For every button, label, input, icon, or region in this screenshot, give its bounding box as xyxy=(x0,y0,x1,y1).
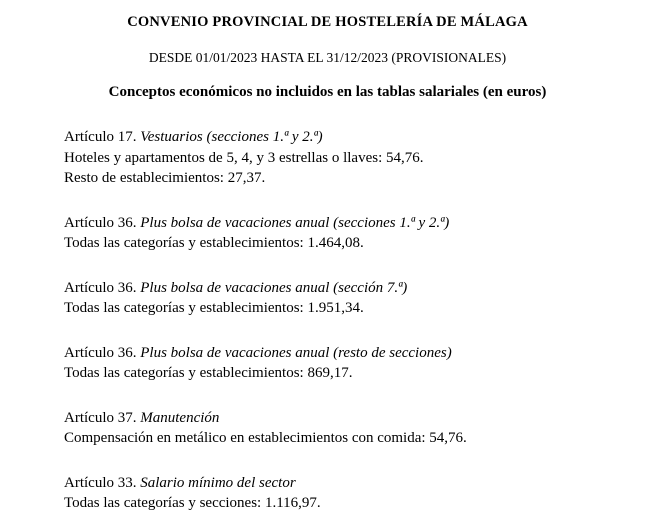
entry-detail: Hoteles y apartamentos de 5, 4, y 3 estrellas o llaves: 54,76. xyxy=(64,149,424,166)
entry-article-number: Artículo 36. xyxy=(64,344,137,361)
entry-article-36-sections-1-2 xyxy=(64,213,625,254)
entry-detail: Todas las categorías y establecimientos: 1.951,34. xyxy=(64,300,364,316)
entry-title-line xyxy=(64,213,625,234)
entry-subject: Vestuarios (secciones 1.ª y 2.ª) xyxy=(140,129,323,145)
entry-detail: Todas las categorías y secciones: 1.116,97. xyxy=(64,495,321,511)
entry-title-line xyxy=(64,343,625,364)
entry-article-36-section-7 xyxy=(64,278,625,319)
entry-subject: Plus bolsa de vacaciones anual (secciones 1.ª y 2.ª) xyxy=(140,214,450,231)
document-title: CONVENIO PROVINCIAL DE HOSTELERÍA DE MÁLAGA xyxy=(127,14,528,30)
entry-article-number: Artículo 37. xyxy=(64,409,137,426)
entry-article-36-resto-secciones xyxy=(64,343,625,384)
entry-article-33 xyxy=(64,473,625,514)
entry-title-line xyxy=(64,278,625,299)
entry-article-number: Artículo 36. xyxy=(64,279,137,296)
entry-article-number: Artículo 36. xyxy=(64,214,137,231)
entry-article-17 xyxy=(64,127,625,189)
document-section-heading: Conceptos económicos no incluidos en las tablas salariales (en euros) xyxy=(108,84,547,100)
entry-detail: Compensación en metálico en establecimientos con comida: 54,76. xyxy=(64,430,467,446)
entry-subject: Manutención xyxy=(140,409,220,426)
document-body xyxy=(64,127,625,514)
entry-subject: Plus bolsa de vacaciones anual (resto de secciones) xyxy=(140,344,452,361)
entry-article-number: Artículo 33. xyxy=(64,474,137,491)
entry-subject: Salario mínimo del sector xyxy=(140,474,296,491)
entry-subject: Plus bolsa de vacaciones anual (sección 7.ª) xyxy=(140,279,408,296)
entry-detail: Resto de establecimientos: 27,37. xyxy=(64,170,266,186)
entry-detail: Todas las categorías y establecimientos: 1.464,08. xyxy=(64,235,364,251)
entry-detail: Todas las categorías y establecimientos: 869,17. xyxy=(64,365,353,381)
entry-title-line xyxy=(64,127,625,148)
entry-title-line xyxy=(64,408,625,429)
document-validity-period: DESDE 01/01/2023 HASTA EL 31/12/2023 (PROVISIONALES) xyxy=(148,50,507,65)
entry-article-number: Artículo 17. xyxy=(64,129,137,145)
entry-article-37 xyxy=(64,408,625,449)
